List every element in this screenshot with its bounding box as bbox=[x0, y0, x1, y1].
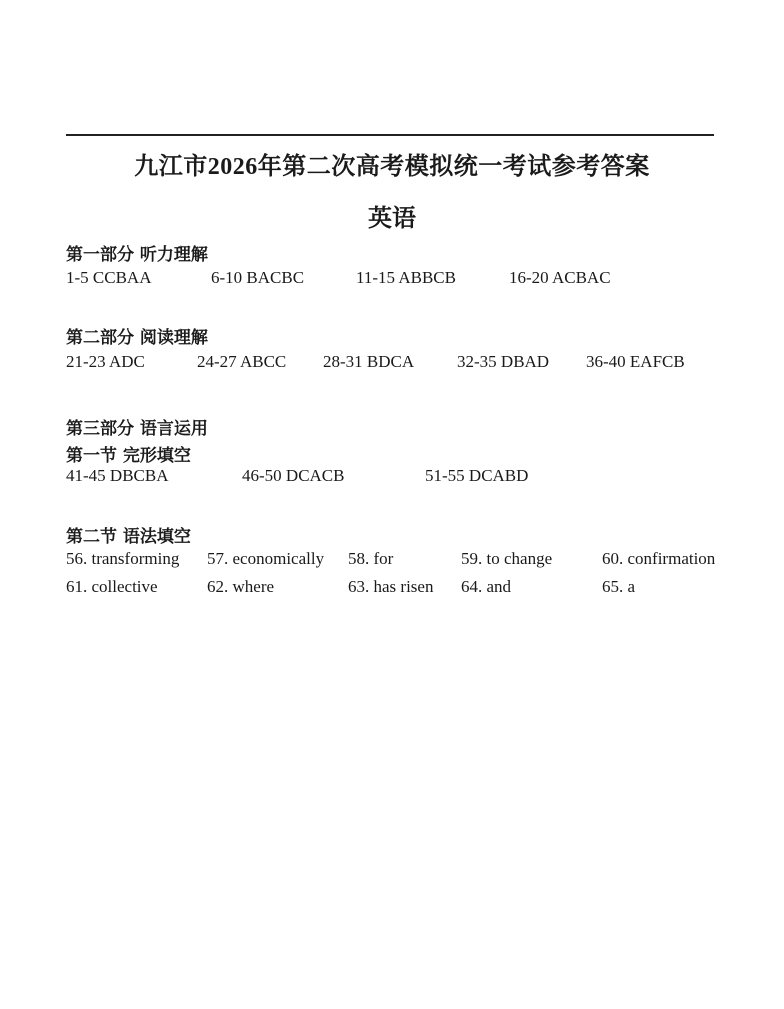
answer-group: 41-45 DBCBA bbox=[66, 466, 169, 485]
part1-heading: 第一部分 听力理解 bbox=[66, 245, 208, 265]
part3-section2-heading: 第二节 语法填空 bbox=[66, 527, 191, 547]
part3-heading: 第三部分 语言运用 bbox=[66, 419, 208, 439]
answer-group: 51-55 DCABD bbox=[425, 466, 529, 485]
grammar-answer: 56. transforming bbox=[66, 549, 180, 568]
grammar-answer: 59. to change bbox=[461, 549, 553, 568]
part3-section1-heading: 第一节 完形填空 bbox=[66, 446, 191, 466]
grammar-answer: 57. economically bbox=[207, 549, 325, 568]
header-rule bbox=[66, 134, 714, 136]
answer-group: 16-20 ACBAC bbox=[509, 268, 611, 287]
part3-section1-answers-row bbox=[0, 466, 784, 488]
answer-group: 24-27 ABCC bbox=[197, 352, 287, 371]
subject-title: 英语 bbox=[368, 206, 416, 232]
answer-group: 1-5 CCBAA bbox=[66, 268, 152, 287]
answer-group: 11-15 ABBCB bbox=[356, 268, 456, 287]
answer-group: 46-50 DCACB bbox=[242, 466, 345, 485]
grammar-answer: 64. and bbox=[461, 577, 512, 596]
document-title: 九江市2026年第二次高考模拟统一考试参考答案 bbox=[134, 154, 650, 180]
answer-group: 36-40 EAFCB bbox=[586, 352, 685, 371]
grammar-answer: 65. a bbox=[602, 577, 636, 596]
grammar-answer: 61. collective bbox=[66, 577, 158, 596]
grammar-answer: 63. has risen bbox=[348, 577, 434, 596]
part2-heading: 第二部分 阅读理解 bbox=[66, 328, 208, 348]
part2-answers-row bbox=[0, 352, 784, 374]
answer-group: 32-35 DBAD bbox=[457, 352, 550, 371]
part3-section2-row1 bbox=[0, 549, 784, 571]
answer-group: 28-31 BDCA bbox=[323, 352, 415, 371]
answer-group: 21-23 ADC bbox=[66, 352, 145, 371]
part3-section2-row2 bbox=[0, 577, 784, 599]
grammar-answer: 62. where bbox=[207, 577, 275, 596]
grammar-answer: 60. confirmation bbox=[602, 549, 716, 568]
part1-answers-row bbox=[0, 268, 784, 290]
answer-group: 6-10 BACBC bbox=[211, 268, 305, 287]
grammar-answer: 58. for bbox=[348, 549, 394, 568]
